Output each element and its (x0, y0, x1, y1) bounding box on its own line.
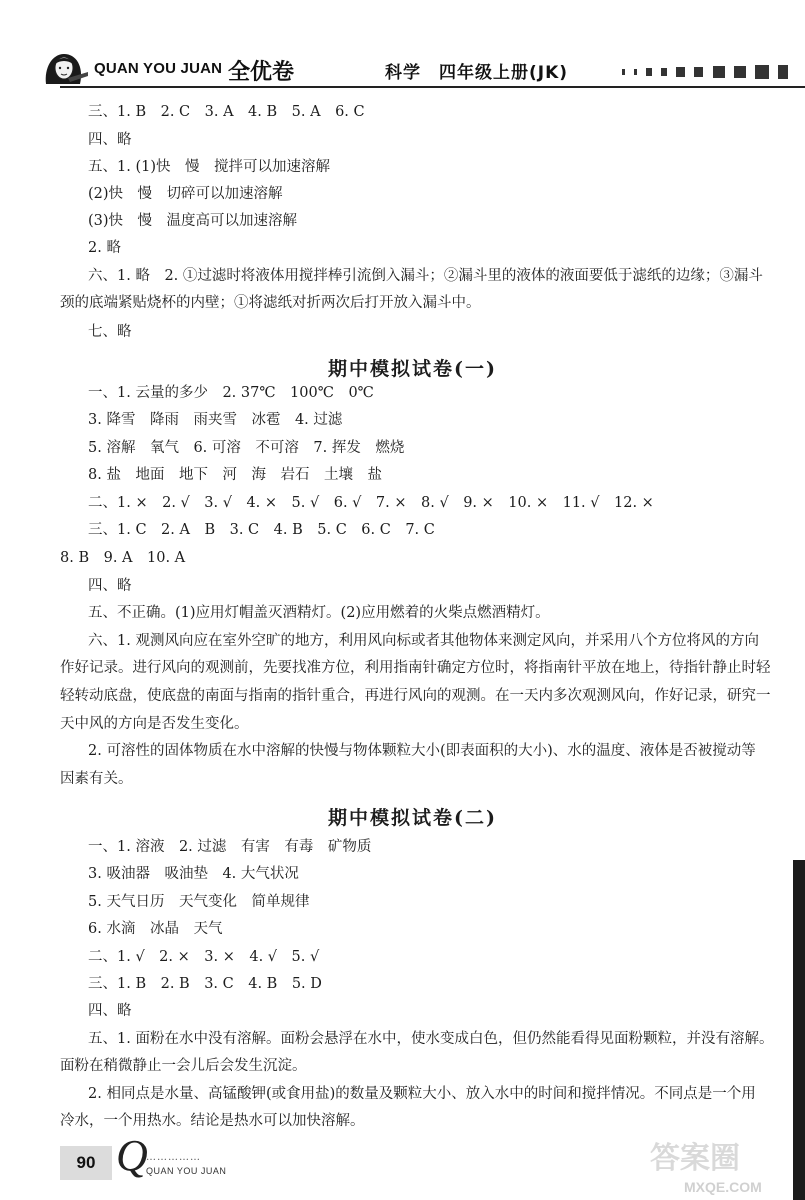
answer-line: (2)快 慢 切碎可以加速溶解 (88, 186, 283, 202)
answer-line: 因素有关。 (60, 771, 133, 787)
section-title-midterm-1: 期中模拟试卷(一) (328, 358, 497, 380)
brand-name-en: QUAN YOU JUAN (94, 60, 223, 77)
page-header (0, 0, 805, 92)
watermark-logo (640, 1130, 800, 1200)
answer-line: 五、1. (1)快 慢 搅拌可以加速溶解 (88, 159, 330, 175)
student-girl-icon (38, 48, 90, 86)
answer-line: 8. 盐 地面 地下 河 海 岩石 土壤 盐 (88, 467, 382, 483)
header-rule (60, 86, 805, 88)
answer-line: 5. 天气日历 天气变化 简单规律 (88, 894, 310, 910)
answer-line: 3. 吸油器 吸油垫 4. 大气状况 (88, 866, 299, 882)
footer-logo-q: Q (116, 1131, 148, 1180)
answer-line: 一、1. 云量的多少 2. 37℃ 100℃ 0℃ (88, 385, 374, 401)
answer-line: 二、1. √ 2. × 3. × 4. √ 5. √ (88, 949, 320, 965)
answer-line: 七、略 (88, 324, 132, 340)
answer-line: 轻转动底盘，使底盘的南面与指南的指针重合，再进行风向的观测。在一天内多次观测风向，作好记录，研究一 (60, 688, 771, 704)
answer-line: 5. 溶解 氧气 6. 可溶 不可溶 7. 挥发 燃烧 (88, 440, 405, 456)
answer-line: 二、1. × 2. √ 3. √ 4. × 5. √ 6. √ 7. × 8. √ 9. × 10. × 11. √ 12. × (88, 495, 654, 511)
footer-dots: …………… (146, 1152, 201, 1163)
answer-line: 颈的底端紧贴烧杯的内壁；①将滤纸对折两次后打开放入漏斗中。 (60, 295, 481, 311)
answer-line: 四、略 (88, 578, 132, 594)
answer-line: 2. 相同点是水量、高锰酸钾(或食用盐)的数量及颗粒大小、放入水中的时间和搅拌情况。不同点是一个用 (88, 1086, 756, 1102)
page-number: 90 (60, 1146, 112, 1180)
answer-line: 六、1. 观测风向应在室外空旷的地方，利用风向标或者其他物体来测定风向，并采用八个方位将风的方向 (88, 633, 759, 649)
answer-line: 作好记录。进行风向的观测前，先要找准方位，利用指南针确定方位时，将指南针平放在地上，待指针静止时轻 (60, 660, 771, 676)
answer-line: 3. 降雪 降雨 雨夹雪 冰雹 4. 过滤 (88, 412, 343, 428)
answer-line: 六、1. 略 2. ①过滤时将液体用搅拌棒引流倒入漏斗；②漏斗里的液体的液面要低于滤纸的边缘；③漏斗 (88, 268, 763, 284)
answer-line: 天中风的方向是否发生变化。 (60, 716, 249, 732)
answer-line: 一、1. 溶液 2. 过滤 有害 有毒 矿物质 (88, 839, 372, 855)
watermark-cn: 答案圈 (650, 1141, 740, 1176)
brand-name-cn: 全优卷 (228, 60, 295, 85)
header-decoration (622, 61, 792, 77)
answer-line: 三、1. B 2. C 3. A 4. B 5. A 6. C (88, 104, 365, 120)
answer-line: 8. B 9. A 10. A (60, 550, 186, 566)
answer-line: 三、1. C 2. A B 3. C 4. B 5. C 6. C 7. C (88, 522, 435, 538)
answer-line: 2. 略 (88, 240, 121, 256)
answer-line: 6. 水滴 冰晶 天气 (88, 921, 223, 937)
answer-line: 五、不正确。(1)应用灯帽盖灭酒精灯。(2)应用燃着的火柴点燃酒精灯。 (88, 605, 550, 621)
section-title-midterm-2: 期中模拟试卷(二) (328, 807, 497, 829)
subject-grade-label: 科学 四年级上册(JK) (385, 63, 569, 83)
answer-line: 三、1. B 2. B 3. C 4. B 5. D (88, 976, 322, 992)
answer-line: 冷水，一个用热水。结论是热水可以加快溶解。 (60, 1113, 365, 1129)
watermark-en: MXQE.COM (684, 1179, 762, 1195)
footer-brand: QUAN YOU JUAN (146, 1166, 227, 1176)
answer-line: 2. 可溶性的固体物质在水中溶解的快慢与物体颗粒大小(即表面积的大小)、水的温度、液体是否被搅动等 (88, 743, 756, 759)
answer-line: 面粉在稍微静止一会儿后会发生沉淀。 (60, 1058, 307, 1074)
answer-line: 四、略 (88, 1003, 132, 1019)
answer-line: (3)快 慢 温度高可以加速溶解 (88, 213, 298, 229)
answer-line: 五、1. 面粉在水中没有溶解。面粉会悬浮在水中，使水变成白色，但仍然能看得见面粉颗粒，并没有溶解。 (88, 1031, 774, 1047)
answer-line: 四、略 (88, 132, 132, 148)
